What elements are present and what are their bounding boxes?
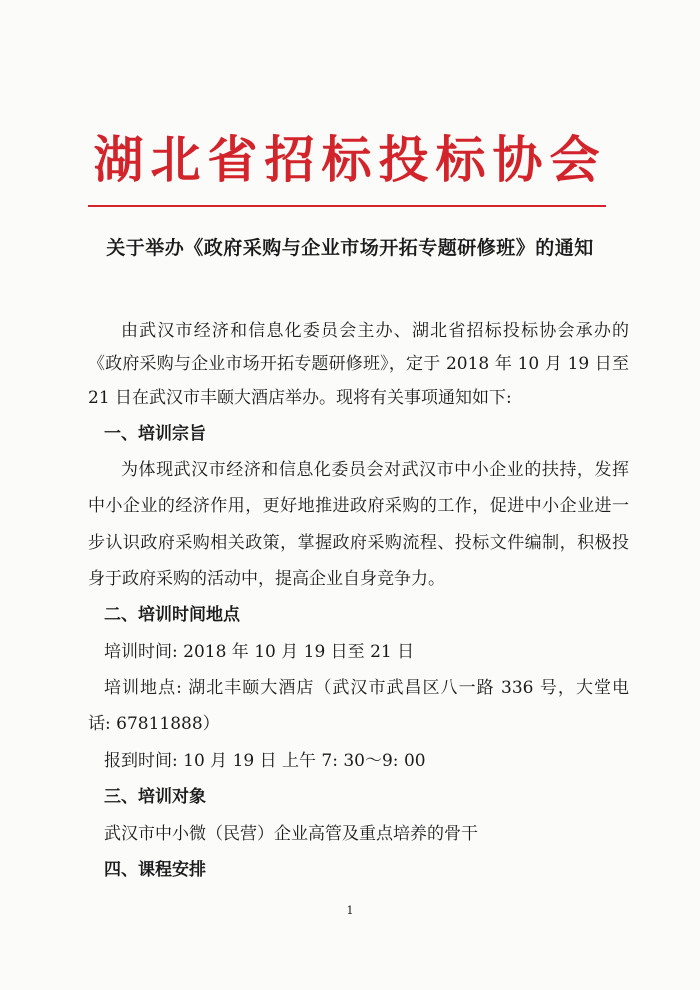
- training-place-line-2: 话: 67811888）: [88, 714, 220, 734]
- training-time: 培训时间: 2018 年 10 月 19 日至 21 日: [104, 642, 415, 662]
- section-heading-schedule: 四、课程安排: [104, 860, 206, 880]
- purpose-line-2: 中小企业的经济作用，更好地推进政府采购的工作，促进中小企业进一: [88, 496, 629, 516]
- audience-text: 武汉市中小微（民营）企业高管及重点培养的骨干: [104, 824, 478, 844]
- notice-title: 关于举办《政府采购与企业市场开拓专题研修班》的通知: [106, 237, 594, 259]
- intro-line-1: 由武汉市经济和信息化委员会主办、湖北省招标投标协会承办的: [121, 321, 629, 341]
- section-heading-time-place: 二、培训时间地点: [104, 605, 240, 625]
- checkin-time: 报到时间: 10 月 19 日 上午 7: 30～9: 00: [104, 751, 426, 771]
- section-heading-purpose: 一、培训宗旨: [104, 424, 206, 444]
- intro-line-3: 21 日在武汉市丰颐大酒店举办。现将有关事项通知如下:: [88, 388, 512, 408]
- organization-header: 湖北省招标投标协会: [93, 130, 607, 189]
- purpose-line-3: 步认识政府采购相关政策，掌握政府采购流程、投标文件编制，积极投: [88, 533, 629, 553]
- training-place-line-1: 培训地点: 湖北丰颐大酒店（武汉市武昌区八一路 336 号，大堂电: [104, 678, 629, 698]
- page-number: 1: [346, 904, 354, 917]
- purpose-line-1: 为体现武汉市经济和信息化委员会对武汉市中小企业的扶持，发挥: [121, 460, 629, 480]
- red-divider: [88, 205, 606, 207]
- intro-line-2: 《政府采购与企业市场开拓专题研修班》，定于 2018 年 10 月 19 日至: [88, 354, 629, 374]
- purpose-line-4: 身于政府采购的活动中，提高企业自身竞争力。: [88, 569, 445, 589]
- section-heading-audience: 三、培训对象: [104, 787, 206, 807]
